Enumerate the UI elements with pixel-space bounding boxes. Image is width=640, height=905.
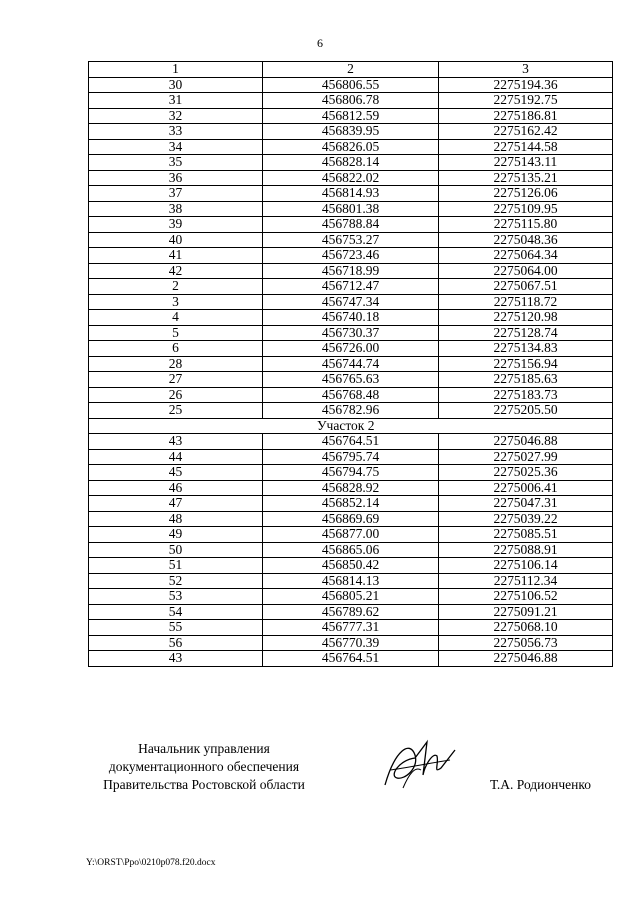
table-cell: 456839.95 [263, 124, 439, 140]
table-cell: 52 [89, 573, 263, 589]
table-row [89, 325, 613, 341]
table-cell: 456740.18 [263, 310, 439, 326]
table-cell: 456782.96 [263, 403, 439, 419]
table-row [89, 604, 613, 620]
table-cell: 456770.39 [263, 635, 439, 651]
table-cell: 30 [89, 77, 263, 93]
table-row [89, 155, 613, 171]
table-cell: 1 [89, 62, 263, 78]
table-row [89, 124, 613, 140]
table-row [89, 449, 613, 465]
table-cell: 456814.13 [263, 573, 439, 589]
table-cell: 456850.42 [263, 558, 439, 574]
table-cell: 38 [89, 201, 263, 217]
table-cell: 456795.74 [263, 449, 439, 465]
table-row [89, 527, 613, 543]
table-cell: 49 [89, 527, 263, 543]
table-row [89, 294, 613, 310]
table-row [89, 651, 613, 667]
table-cell: 34 [89, 139, 263, 155]
section-row [89, 418, 613, 434]
table-cell: 2275047.31 [439, 496, 613, 512]
table-cell: 2275025.36 [439, 465, 613, 481]
table-cell: 39 [89, 217, 263, 233]
table-cell: 47 [89, 496, 263, 512]
table-cell: 2275186.81 [439, 108, 613, 124]
table-cell: 2 [89, 279, 263, 295]
table-cell: 2275144.58 [439, 139, 613, 155]
table-cell: 2 [263, 62, 439, 78]
table-cell: 456869.69 [263, 511, 439, 527]
table-cell: 456826.05 [263, 139, 439, 155]
section-label: Участок 2 [89, 418, 613, 434]
table-cell: 456764.51 [263, 651, 439, 667]
table-cell: 2275128.74 [439, 325, 613, 341]
table-row [89, 465, 613, 481]
table-cell: 456730.37 [263, 325, 439, 341]
signatory-name: Т.А. Родионченко [490, 777, 591, 792]
table-cell: 456865.06 [263, 542, 439, 558]
table-cell: 2275064.34 [439, 248, 613, 264]
table-row [89, 217, 613, 233]
table-cell: 456764.51 [263, 434, 439, 450]
table-cell: 4 [89, 310, 263, 326]
table-cell: 456747.34 [263, 294, 439, 310]
table-cell: 2275106.14 [439, 558, 613, 574]
table-cell: 46 [89, 480, 263, 496]
table-cell: 50 [89, 542, 263, 558]
table-cell: 37 [89, 186, 263, 202]
table-row [89, 139, 613, 155]
table-row [89, 232, 613, 248]
table-cell: 2275088.91 [439, 542, 613, 558]
table-cell: 48 [89, 511, 263, 527]
table-cell: 2275135.21 [439, 170, 613, 186]
table-cell: 456723.46 [263, 248, 439, 264]
table-cell: 31 [89, 93, 263, 109]
table-cell: 456788.84 [263, 217, 439, 233]
table-row [89, 558, 613, 574]
table-cell: 2275112.34 [439, 573, 613, 589]
table-cell: 456753.27 [263, 232, 439, 248]
table-cell: 41 [89, 248, 263, 264]
table-cell: 26 [89, 387, 263, 403]
table-row [89, 248, 613, 264]
table-cell: 456718.99 [263, 263, 439, 279]
table-row [89, 480, 613, 496]
table-cell: 44 [89, 449, 263, 465]
table-cell: 40 [89, 232, 263, 248]
table-cell: 2275115.80 [439, 217, 613, 233]
table-cell: 456726.00 [263, 341, 439, 357]
table-cell: 6 [89, 341, 263, 357]
table-row [89, 372, 613, 388]
table-cell: 2275185.63 [439, 372, 613, 388]
signatory-position [84, 740, 324, 794]
table-row [89, 310, 613, 326]
table-row [89, 263, 613, 279]
table-cell: 2275183.73 [439, 387, 613, 403]
table-row [89, 511, 613, 527]
table-cell: 56 [89, 635, 263, 651]
table-cell: 2275109.95 [439, 201, 613, 217]
table-row [89, 170, 613, 186]
table-cell: 3 [89, 294, 263, 310]
table-cell: 2275126.06 [439, 186, 613, 202]
table-cell: 2275156.94 [439, 356, 613, 372]
table-cell: 42 [89, 263, 263, 279]
table-cell: 2275027.99 [439, 449, 613, 465]
table-row [89, 403, 613, 419]
table-cell: 2275192.75 [439, 93, 613, 109]
coordinates-table [88, 61, 613, 667]
table-cell: 27 [89, 372, 263, 388]
table-cell: 3 [439, 62, 613, 78]
table-row [89, 201, 613, 217]
table-row [89, 93, 613, 109]
table-row [89, 542, 613, 558]
table-cell: 2275085.51 [439, 527, 613, 543]
table-cell: 2275143.11 [439, 155, 613, 171]
table-cell: 456712.47 [263, 279, 439, 295]
table-cell: 36 [89, 170, 263, 186]
table-cell: 5 [89, 325, 263, 341]
table-row [89, 589, 613, 605]
table-cell: 35 [89, 155, 263, 171]
table-cell: 2275068.10 [439, 620, 613, 636]
table-header-row [89, 62, 613, 78]
table-cell: 2275056.73 [439, 635, 613, 651]
table-cell: 456777.31 [263, 620, 439, 636]
position-line-3: Правительства Ростовской области [103, 777, 305, 792]
table-row [89, 279, 613, 295]
table-cell: 32 [89, 108, 263, 124]
table-row [89, 356, 613, 372]
table-cell: 456806.55 [263, 77, 439, 93]
table-cell: 55 [89, 620, 263, 636]
table-cell: 25 [89, 403, 263, 419]
handwritten-signature [375, 730, 465, 800]
table-cell: 456805.21 [263, 589, 439, 605]
table-cell: 456828.92 [263, 480, 439, 496]
table-cell: 2275091.21 [439, 604, 613, 620]
position-line-2: документационного обеспечения [108, 759, 300, 774]
table-cell: 456806.78 [263, 93, 439, 109]
table-cell: 2275067.51 [439, 279, 613, 295]
table-cell: 456812.59 [263, 108, 439, 124]
table-cell: 54 [89, 604, 263, 620]
table-cell: 456768.48 [263, 387, 439, 403]
table-row [89, 341, 613, 357]
table-cell: 33 [89, 124, 263, 140]
table-cell: 456794.75 [263, 465, 439, 481]
table-cell: 2275162.42 [439, 124, 613, 140]
table-row [89, 108, 613, 124]
table-cell: 53 [89, 589, 263, 605]
table-cell: 2275120.98 [439, 310, 613, 326]
table-cell: 2275006.41 [439, 480, 613, 496]
table-row [89, 387, 613, 403]
file-path: Y:\ORST\Ppo\0210p078.f20.docx [86, 858, 216, 868]
table-cell: 2275039.22 [439, 511, 613, 527]
position-line-1: Начальник управления [138, 741, 270, 756]
table-cell: 28 [89, 356, 263, 372]
table-cell: 2275118.72 [439, 294, 613, 310]
table-row [89, 434, 613, 450]
table-cell: 456765.63 [263, 372, 439, 388]
table-row [89, 620, 613, 636]
table-cell: 43 [89, 651, 263, 667]
table-row [89, 496, 613, 512]
table-cell: 456744.74 [263, 356, 439, 372]
table-cell: 456877.00 [263, 527, 439, 543]
table-cell: 2275048.36 [439, 232, 613, 248]
table-cell: 51 [89, 558, 263, 574]
table-cell: 456789.62 [263, 604, 439, 620]
table-cell: 2275064.00 [439, 263, 613, 279]
table-cell: 456801.38 [263, 201, 439, 217]
table-row [89, 77, 613, 93]
table-row [89, 573, 613, 589]
table-cell: 2275106.52 [439, 589, 613, 605]
table-cell: 2275046.88 [439, 651, 613, 667]
table-cell: 456814.93 [263, 186, 439, 202]
table-cell: 2275205.50 [439, 403, 613, 419]
table-cell: 2275194.36 [439, 77, 613, 93]
table-cell: 45 [89, 465, 263, 481]
table-cell: 456828.14 [263, 155, 439, 171]
table-cell: 456852.14 [263, 496, 439, 512]
table-cell: 43 [89, 434, 263, 450]
page-number: 6 [317, 36, 323, 50]
table-cell: 2275134.83 [439, 341, 613, 357]
table-row [89, 186, 613, 202]
table-cell: 456822.02 [263, 170, 439, 186]
table-row [89, 635, 613, 651]
table-cell: 2275046.88 [439, 434, 613, 450]
